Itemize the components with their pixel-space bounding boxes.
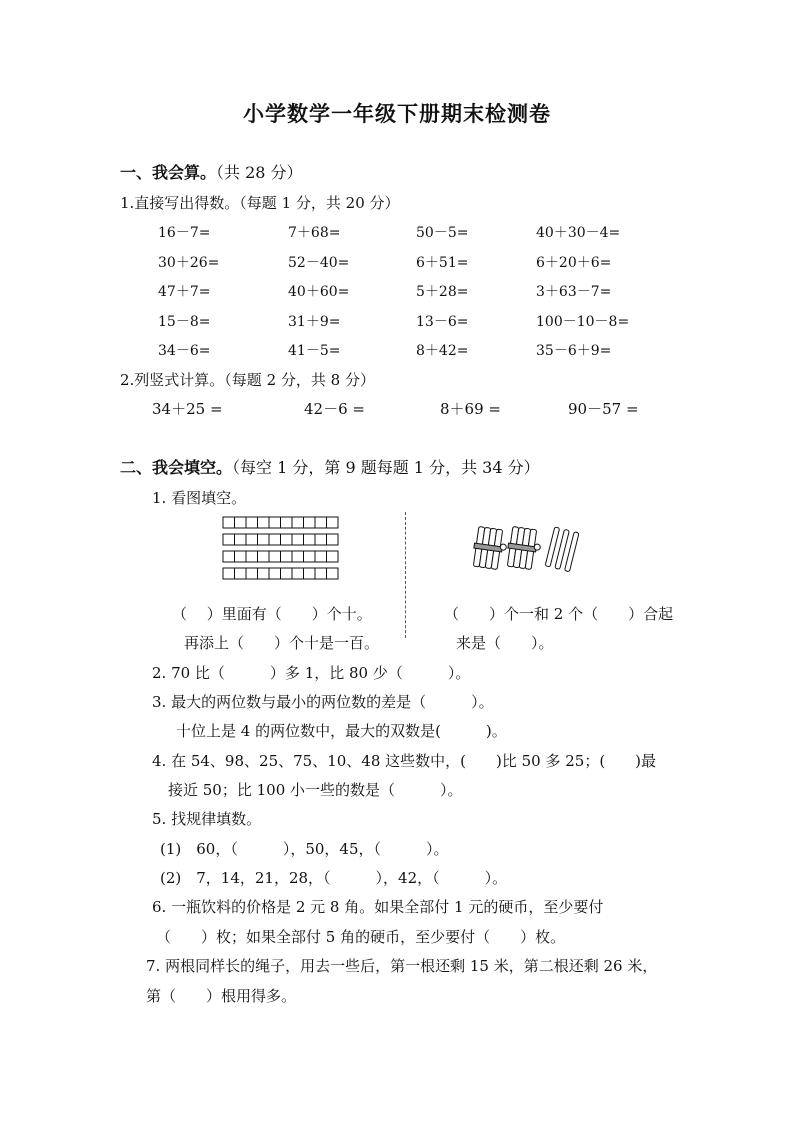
mental-math-item: 50－5= [416,225,469,241]
section1-heading [120,160,303,183]
dashed-divider [405,512,406,638]
mental-math-item: 8＋42= [416,343,469,359]
vertical-calc-item: 34＋25 = [152,400,223,418]
s2-q7-line1: 7. 两根同样长的绳子，用去一些后，第一根还剩 15 米，第二根还剩 26 米， [146,957,658,975]
mental-math-item: 41－5= [288,343,341,359]
s2-q3-line2: 十位上是 4 的两位数中，最大的双数是( )。 [176,722,507,740]
mental-math-item: 34－6= [158,343,211,359]
s2-q6-line1: 6. 一瓶饮料的价格是 2 元 8 角。如果全部付 1 元的硬币，至少要付 [152,898,604,916]
s2-q4-line1: 4. 在 54、98、25、75、10、48 这些数中，( )比 50 多 25；( )最 [152,752,657,770]
section2-heading [120,455,540,478]
mental-math-item: 31＋9= [288,313,341,330]
mental-math-item: 35－6＋9= [536,343,612,359]
mental-math-item: 13－6= [416,313,469,330]
vertical-calc-item: 42－6 = [304,400,365,418]
section1-heading-note: （共 28 分） [216,163,303,182]
vertical-calc-item: 90－57 = [568,400,639,418]
s2-q1-right-line2: 来是（ ）。 [456,634,554,652]
stick-bundles-figure [470,524,585,574]
mental-math-item: 30＋26= [158,254,220,271]
mental-math-item: 6＋51= [416,254,469,271]
mental-math-item: 40＋30－4= [536,225,621,241]
mental-math-item: 7＋68= [288,225,341,241]
mental-math-item: 40＋60= [288,284,350,300]
mental-math-item: 47＋7= [158,284,211,300]
s2-q3-line1: 3. 最大的两位数与最小的两位数的差是（ ）。 [152,693,494,711]
mental-math-item: 3＋63－7= [536,284,612,300]
mental-math-item: 16－7= [158,225,211,241]
s2-q1-left-line2: 再添上（ ）个十是一百。 [184,634,380,652]
section1-heading-text: 一、我会算。 [120,163,217,182]
page-title: 小学数学一年级下册期末检测卷 [243,101,551,126]
ten-squares-grid-figure [222,516,340,582]
mental-math-item: 5＋28= [416,284,469,300]
s2-q7-line2: 第（ ）根用得多。 [146,987,297,1005]
s2-q5-a: (1) 60，（ ），50，45，（ ）。 [160,840,449,858]
s2-q2: 2. 70 比（ ）多 1，比 80 少（ ）。 [152,664,471,682]
section2-heading-note: （每空 1 分，第 9 题每题 1 分，共 34 分） [232,458,540,477]
section2-heading-text: 二、我会填空。 [120,458,233,477]
mental-math-item: 15－8= [158,313,211,330]
s2-q5-b: (2) 7，14，21，28，（ ），42，（ ）。 [160,869,508,887]
s2-q1-left-line1: （ ）里面有（ ）个十。 [172,605,372,623]
s2-q5-label: 5. 找规律填数。 [152,810,262,828]
mental-math-item: 6＋20＋6= [536,254,612,271]
s2-q1-label: 1. 看图填空。 [152,489,247,507]
mental-math-item: 100－10－8= [536,313,630,330]
s2-q1-right-line1: （ ）个一和 2 个（ ）合起 [444,605,674,623]
q1-label: 1.直接写出得数。（每题 1 分，共 20 分） [120,194,400,212]
mental-math-item: 52－40= [288,254,350,271]
s2-q4-line2: 接近 50；比 100 小一些的数是（ ）。 [168,781,463,799]
vertical-calc-item: 8＋69 = [440,400,501,418]
s2-q6-line2: （ ）枚；如果全部付 5 角的硬币，至少要付（ ）枚。 [156,928,566,946]
q2-label: 2.列竖式计算。（每题 2 分，共 8 分） [120,371,375,389]
